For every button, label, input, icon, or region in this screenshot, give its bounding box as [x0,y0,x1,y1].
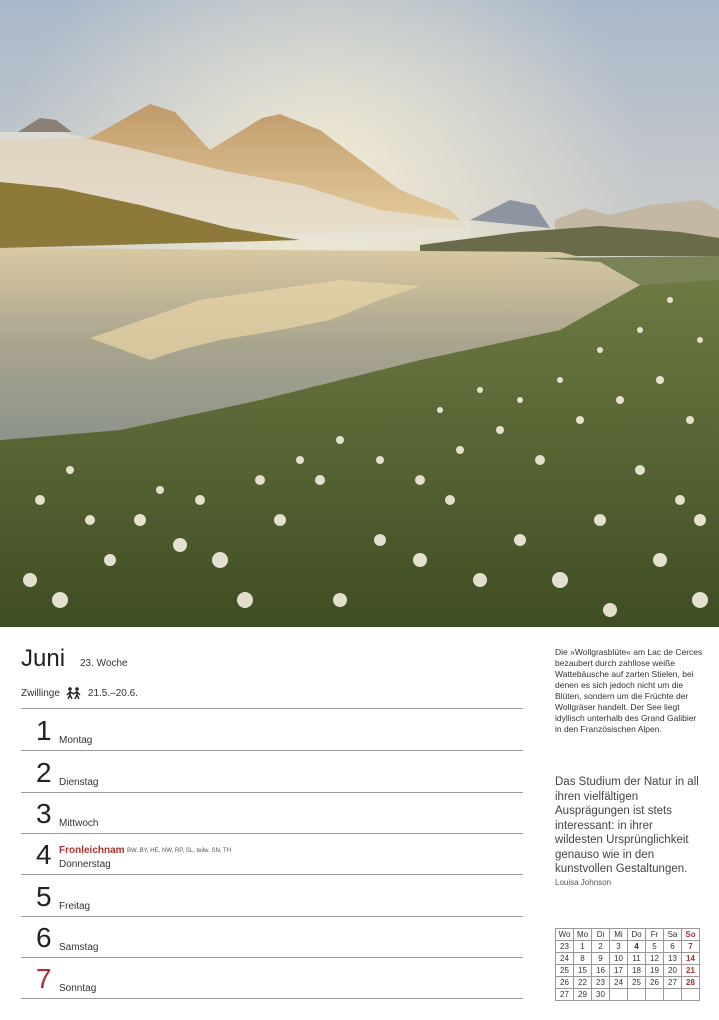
mini-cell: 2 [592,941,610,953]
day-name: Freitag [59,901,91,912]
mini-cell: 8 [574,953,592,965]
mini-calendar-row [556,977,700,989]
mini-calendar-header [556,929,700,941]
mini-calendar [555,928,700,1001]
mini-cell: 7 [682,941,700,953]
mini-cell: 25 [628,977,646,989]
mini-cell: 16 [592,965,610,977]
day-name: Dienstag [59,777,99,788]
mini-header-cell: Mo [574,929,592,941]
mini-header-cell: Di [592,929,610,941]
mini-cell: 5 [646,941,664,953]
day-name: Sonntag [59,983,97,994]
zodiac-range: 21.5.–20.6. [87,687,138,699]
mini-header-cell: Wo [556,929,574,941]
mini-header-cell: So [682,929,700,941]
week-number: 23. Woche [80,658,128,669]
quote-author: Louisa Johnson [555,878,612,887]
mini-cell: 14 [682,953,700,965]
mini-cell: 10 [610,953,628,965]
mini-cell: 6 [664,941,682,953]
mini-cell: 1 [574,941,592,953]
mini-header-cell: Mi [610,929,628,941]
day-row [21,957,523,999]
mini-cell [610,989,628,1001]
mini-header-cell: Fr [646,929,664,941]
mini-cell: 19 [646,965,664,977]
mini-cell: 21 [682,965,700,977]
day-row [21,792,523,834]
mini-cell: 11 [628,953,646,965]
day-number: 4 [36,839,52,870]
zodiac-sign: Zwillinge [21,687,60,699]
mini-cell [682,989,700,1001]
mini-cell: 23 [592,977,610,989]
mini-cell [646,989,664,1001]
day-name: Donnerstag [59,859,111,870]
day-number: 1 [36,715,52,746]
mini-calendar-row [556,953,700,965]
day-name: Montag [59,735,93,746]
day-row [21,751,523,793]
day-row [21,916,523,958]
mini-cell: 12 [646,953,664,965]
photo-caption: Die »Wollgrasblüte« am Lac de Cerces bezaubert durch zahllose weiße Wattebäusche auf zarten Stielen, bei denen es sich jedoch nicht um die Blüten, sondern um die Früchte der Wollgräser handelt. Der See liegt idyllisch unterhalb des Grand Galibier in den Französischen Alpen. [555,647,703,734]
mini-cell: 18 [628,965,646,977]
mini-cell: 22 [574,977,592,989]
mini-cell: 26 [646,977,664,989]
mini-cell: 15 [574,965,592,977]
mini-header-cell: Do [628,929,646,941]
day-name: Samstag [59,942,99,953]
day-number: 2 [36,757,52,788]
mini-cell: 27 [556,989,574,1001]
mini-cell: 30 [592,989,610,1001]
zodiac-info [21,687,138,699]
holiday-regions: BW, BY, HE, NW, RP, SL, teilw. SN, TH [127,848,232,854]
day-number: 5 [36,881,52,912]
mini-calendar-row [556,965,700,977]
mini-cell: 26 [556,977,574,989]
mini-cell: 24 [556,953,574,965]
mini-cell: 20 [664,965,682,977]
mini-calendar-row [556,989,700,1001]
mini-cell: 25 [556,965,574,977]
mini-cell: 9 [592,953,610,965]
mini-cell: 4 [628,941,646,953]
mini-cell [628,989,646,1001]
mini-cell: 28 [682,977,700,989]
mini-calendar-row [556,941,700,953]
holiday-name: Fronleichnam [59,845,125,856]
day-row [21,833,523,875]
day-number-sunday: 7 [36,963,52,994]
mini-cell: 17 [610,965,628,977]
mini-cell: 23 [556,941,574,953]
day-row [21,875,523,917]
mini-cell: 27 [664,977,682,989]
quote-text: Das Studium der Natur in all ihren vielfältigen Ausprägungen ist stets interessant: in ihrer wildesten Ursprünglichkeit genauso wie in den kunstvollen Gestaltungen. [555,776,699,875]
mini-header-cell: Sa [664,929,682,941]
day-name: Mittwoch [59,818,99,829]
mini-cell: 13 [664,953,682,965]
gemini-icon [65,687,83,699]
day-number: 6 [36,922,52,953]
mini-cell [664,989,682,1001]
month-title: Juni [21,645,66,672]
mini-cell: 3 [610,941,628,953]
day-number: 3 [36,798,52,829]
day-row [21,709,523,751]
mini-cell: 24 [610,977,628,989]
mini-cell: 29 [574,989,592,1001]
